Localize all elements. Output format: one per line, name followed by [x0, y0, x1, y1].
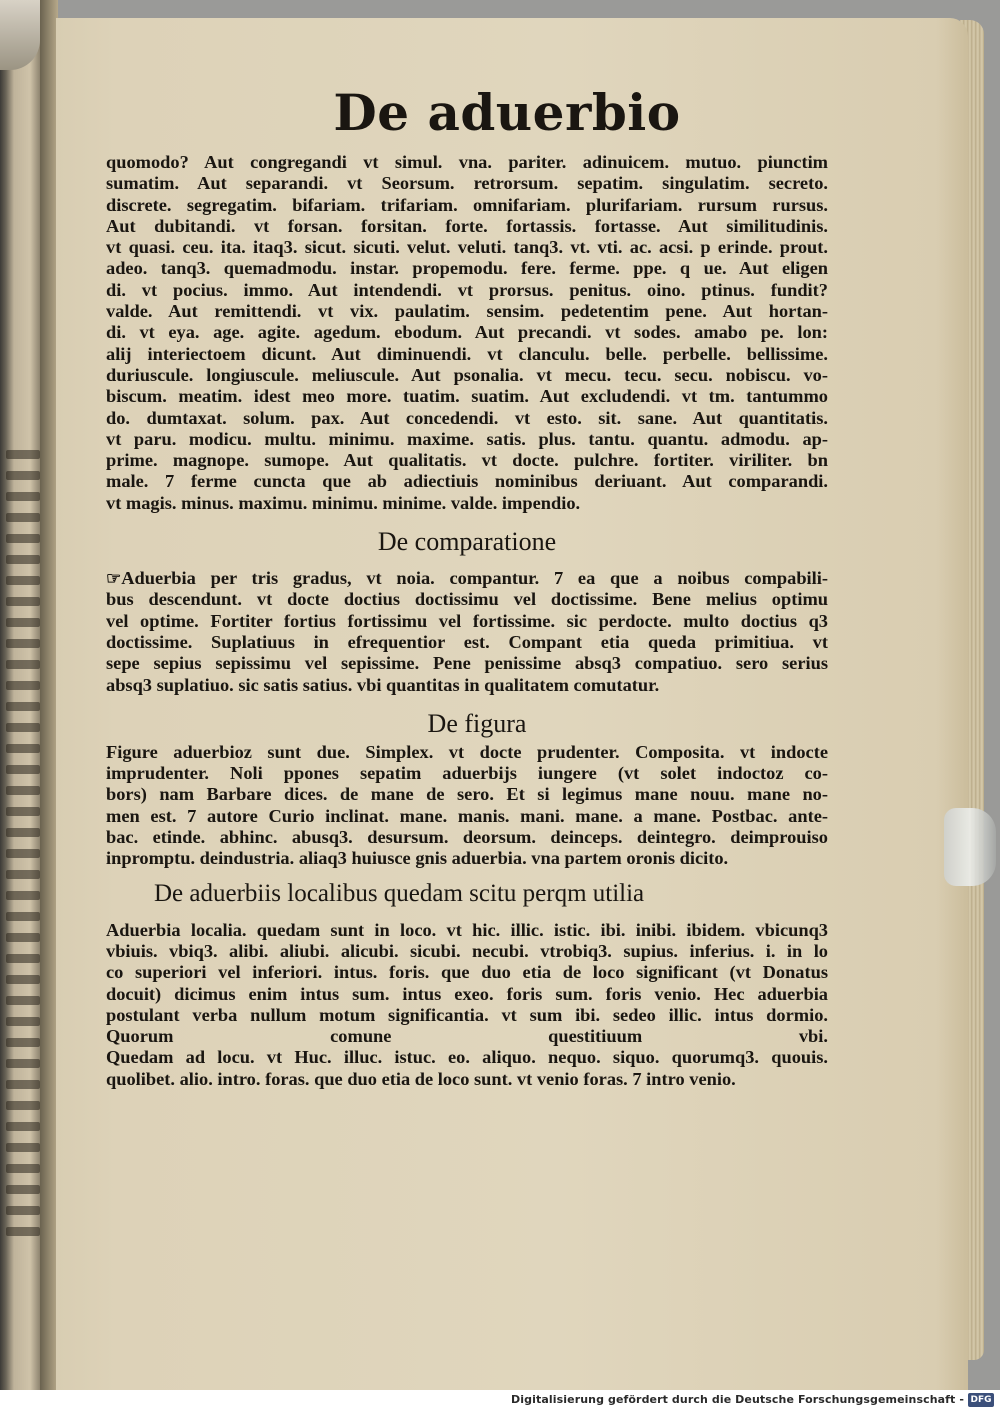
- intro-paragraph: [106, 152, 828, 514]
- text-line: quomodo? Aut congregandi vt simul. vna. pariter. adinuicem. mutuo. piunctim: [106, 152, 828, 172]
- text-line: duriuscule. longiuscule. meliuscule. Aut psonalia. vt mecu. tecu. secu. nobiscu. vo-: [106, 364, 828, 385]
- text-line: bors) nam Barbare dices. de mane de sero. Et si legimus mane nouu. mane no-: [106, 784, 828, 805]
- text-line: vt quasi. ceu. ita. itaq3. sicut. sicuti. velut. veluti. tanq3. vt. vti. ac. acsi. p erinde. prout.: [106, 237, 828, 258]
- text-line: docuit) dicimus enim intus sum. intus exeo. foris sum. foris venio. Hec aduerbia: [106, 983, 828, 1004]
- text-line-content: Aduerbia per tris gradus, vt noia. compantur. 7 ea que a noibus compabili-: [121, 568, 828, 589]
- text-line: vt magis. minus. maximu. minimu. minime. valde. impendio.: [106, 492, 581, 513]
- figura-paragraph: [106, 742, 828, 870]
- left-page-curl: [0, 0, 40, 70]
- text-line: imprudenter. Noli ppones sepatim aduerbijs iungere (vt solet indoctoz co-: [106, 763, 828, 784]
- comparatione-paragraph: [106, 568, 828, 696]
- footer-bar: [0, 1390, 1000, 1411]
- heading-comparatione: De comparatione: [377, 527, 557, 557]
- text-line: doctissime. Suplatiuus in efrequentior est. Compant etia queda primitiua. vt: [106, 631, 828, 652]
- text-line: bus descendunt. vt docte doctius doctissimu vel doctissime. Bene melius optimu: [106, 589, 828, 610]
- left-page-edge: [0, 0, 40, 1390]
- text-line: Quedam ad locu. vt Huc. illuc. istuc. eo. aliquo. nequo. siquo. quorumq3. quouis.: [106, 1047, 828, 1068]
- heading-figura: De figura: [427, 708, 527, 738]
- text-line: inpromptu. deindustria. aliaq3 huiusce gnis aduerbia. vna partem oronis dicito.: [106, 848, 729, 869]
- text-line: male. 7 ferme cuncta que ab adiectiuis nominibus deriuant. Aut comparandi.: [106, 471, 828, 492]
- heading-localibus: De aduerbiis localibus quedam scitu perqm utilia: [154, 879, 645, 907]
- page-text: [106, 78, 828, 1090]
- text-line: adeo. tanq3. quemadmodu. instar. propemodu. fere. ferme. ppe. q ue. Aut eligen: [106, 258, 828, 279]
- text-line: men est. 7 autore Curio inclinat. mane. manis. mani. mane. a mane. Postbac. ante-: [106, 805, 828, 826]
- text-line: do. dumtaxat. solum. pax. Aut concedendi. vt esto. sit. sane. Aut quantitatis.: [106, 407, 828, 428]
- text-line: vt paru. modicu. multu. minimu. maxime. satis. plus. tantu. quantu. admodu. ap-: [106, 428, 828, 449]
- pointing-hand-icon: ☞: [106, 569, 122, 589]
- text-line: Aut dubitandi. vt forsan. forsitan. forte. fortassis. fortasse. Aut similitudinis.: [106, 215, 828, 236]
- text-line: sepe sepius sepissimu vel sepissime. Pene penissime absq3 compatiuo. sero serius: [106, 653, 828, 674]
- page-title: De aduerbio: [333, 83, 681, 142]
- text-line: Figure aduerbioz sunt due. Simplex. vt docte prudenter. Composita. vt indocte: [106, 741, 828, 762]
- text-line: postulant verba nullum motum significantia. vt sum ibi. sedeo illic. intus dormio.: [106, 1004, 828, 1025]
- text-line: di. vt eya. age. agite. agedum. ebodum. Aut precandi. vt sodes. amabo pe. lon:: [106, 322, 828, 343]
- left-page-text-fragments: [6, 450, 40, 1248]
- footer-credit: Digitalisierung gefördert durch die Deutsche Forschungsgemeinschaft -: [511, 1393, 964, 1406]
- text-line: quolibet. alio. intro. foras. que duo etia de loco sunt. vt venio foras. 7 intro venio.: [106, 1068, 736, 1089]
- text-line: alij interiectoem dicunt. Aut diminuendi. vt clanculu. belle. perbelle. bellissime.: [106, 343, 828, 364]
- text-line: vbiuis. vbiq3. alibi. aliubi. alicubi. sicubi. necubi. vtrobiq3. supius. inferius. i. in lo: [106, 940, 828, 961]
- text-line: Aduerbia localia. quedam sunt in loco. vt hic. illic. istic. ibi. inibi. ibidem. vbicunq3: [106, 919, 828, 940]
- text-line: co superiori vel inferiori. intus. foris. que duo etia de loco significant (vt Donatus: [106, 962, 828, 983]
- text-line: Quorum comune questitiuum vbi.: [106, 1026, 828, 1047]
- text-line: [106, 568, 828, 589]
- dfg-logo: DFG: [968, 1393, 994, 1407]
- text-line: absq3 suplatiuo. sic satis satius. vbi quantitas in qualitatem comutatur.: [106, 674, 660, 695]
- text-line: bac. etinde. abhinc. abusq3. desursum. deorsum. deinceps. deintegro. deimprouiso: [106, 827, 828, 848]
- text-line: discrete. segregatim. bifariam. trifariam. omnifariam. plurifariam. rursum rursus.: [106, 194, 828, 215]
- text-line: biscum. meatim. idest meo more. tuatim. suatim. Aut excludendi. vt tm. tantummo: [106, 386, 828, 407]
- text-line: di. vt pocius. immo. Aut intendendi. vt prorsus. penitus. oino. ptinus. fundit?: [106, 279, 828, 300]
- text-line: vel optime. Fortiter fortius fortissimu vel fortissime. sic perdocte. multo doctius q3: [106, 610, 828, 631]
- text-line: sumatim. Aut separandi. vt Seorsum. retrorsum. sepatim. singulatim. secreto.: [106, 173, 828, 194]
- localibus-paragraph: [106, 920, 828, 1090]
- text-line: valde. Aut remittendi. vt vix. paulatim. sensim. pedetentim pene. Aut hortan-: [106, 301, 828, 322]
- page-clip: [944, 808, 996, 886]
- text-line: prime. magnope. sumope. Aut qualitatis. vt docte. pulchre. fortiter. viriliter. bn: [106, 450, 828, 471]
